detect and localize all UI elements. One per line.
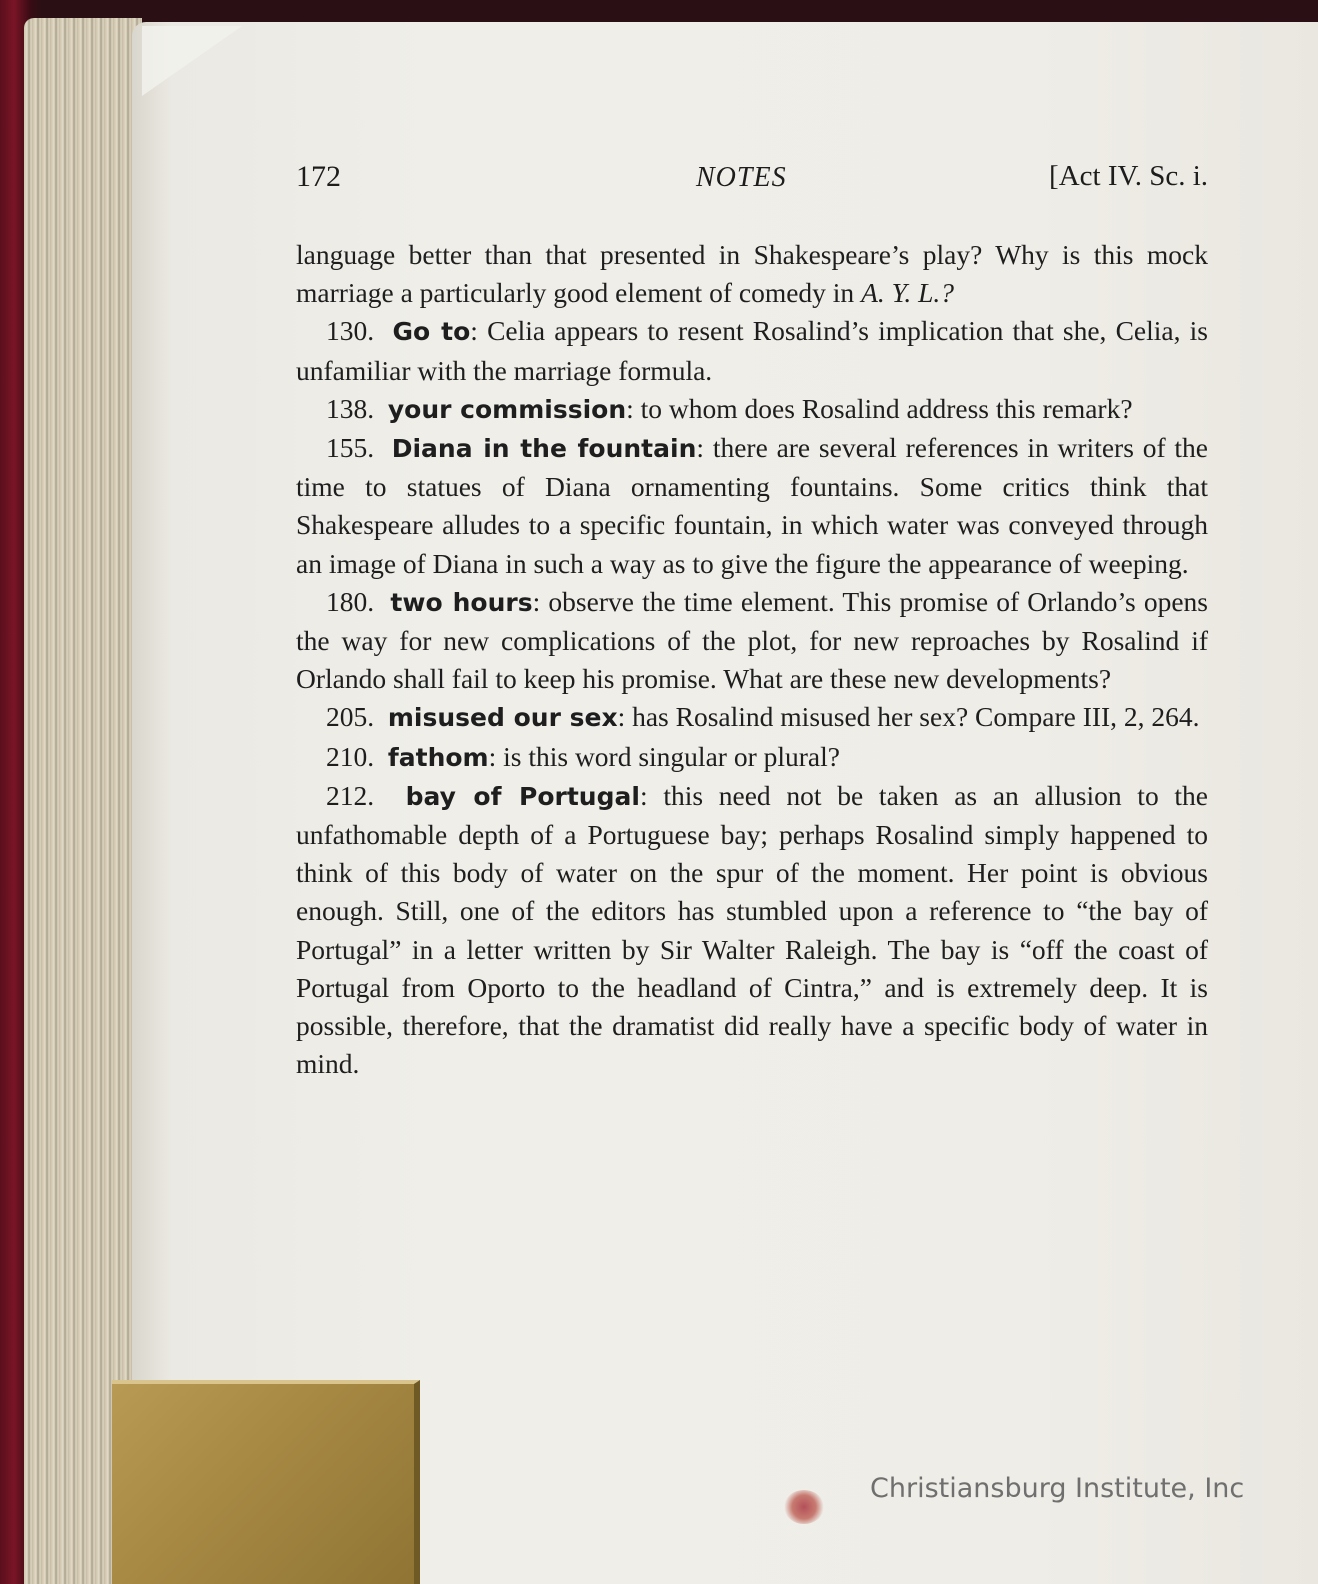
title-abbreviation: A. Y. L.? [861, 277, 955, 309]
lemma: bay of Portugal [405, 781, 640, 811]
running-title: NOTES [696, 162, 787, 193]
line-number: 210. [326, 740, 375, 772]
note-paragraph: 130. Go to: Celia appears to resent Rosalind’s implication that she, Celia, is unfamiliar with the marriage formula. [296, 315, 1209, 386]
watermark: Christiansburg Institute, Inc [870, 1473, 1245, 1504]
lemma: Diana in the fountain [391, 434, 697, 464]
note-text: to whom does Rosalind address this remark? [640, 392, 1133, 424]
folded-corner [142, 26, 242, 96]
note-text: Celia appears to resent Rosalind’s implication that she, Celia, is unfamiliar with the marriage formula. [296, 315, 1209, 386]
page-number: 172 [296, 160, 341, 193]
note-paragraph: 155. Diana in the fountain: there are several references in writers of the time to statues of Diana ornamenting fountains. Some critics think that Shakespeare alludes to a specific fountain, in which water was conveyed through an image of Diana in such a way as to give the figure the appearance of weeping. [296, 432, 1208, 579]
note-paragraph: 205. misused our sex: has Rosalind misused her sex? Compare III, 2, 264. [326, 701, 1200, 733]
continuation-paragraph [296, 236, 1208, 312]
note-text: is this word singular or plural? [503, 740, 840, 772]
line-number: 205. [326, 701, 375, 733]
ink-stain [784, 1490, 824, 1524]
section-reference: [Act IV. Sc. i. [1049, 160, 1208, 192]
note-paragraph: 138. your commission: to whom does Rosalind address this remark? [326, 392, 1133, 424]
note-text: observe the time element. This promise of Orlando’s opens the way for new complications of the plot, for new reproaches by Rosalind if Orlando shall fail to keep his promise. What are these new developments? [296, 585, 1209, 695]
line-number: 138. [326, 392, 375, 424]
note-paragraph: 210. fathom: is this word singular or plural? [326, 740, 840, 772]
bookmark-clip [112, 1380, 420, 1584]
paragraph-text: language better than that presented in Shakespeare’s play? Why is this mock marriage a particularly good element of comedy in [296, 239, 1208, 309]
note-text: this need not be taken as an allusion to the unfathomable depth of a Portuguese bay; perhaps Rosalind simply happened to think of this body of water on the spur of the moment. Her point is obvious enough. Still, one of the editors has stumbled upon a reference to “the bay of Portugal” in a letter written by Sir Walter Raleigh. The bay is “off the coast of Portugal from Oporto to the headland of Cintra,” and is extremely deep. It is possible, therefore, that the dramatist did really have a specific body of water in mind. [296, 779, 1209, 1080]
page-edges [24, 18, 142, 1584]
lemma: your commission [387, 394, 627, 424]
lemma: fathom [387, 742, 489, 772]
line-number: 130. [326, 315, 375, 347]
page-header [296, 160, 1208, 200]
line-number: 180. [326, 585, 375, 617]
note-paragraph: 180. two hours: observe the time element. This promise of Orlando’s opens the way for new complications of the plot, for new reproaches by Rosalind if Orlando shall fail to keep his promise. What are these new developments? [296, 585, 1209, 695]
lemma: Go to [392, 317, 471, 347]
line-number: 155. [326, 432, 375, 464]
note-text: has Rosalind misused her sex? Compare III, 2, 264. [632, 701, 1200, 733]
notes-text [296, 236, 1208, 1083]
note-paragraph: 212. bay of Portugal: this need not be taken as an allusion to the unfathomable depth of a Portuguese bay; perhaps Rosalind simply happened to think of this body of water on the spur of the moment. Her point is obvious enough. Still, one of the editors has stumbled upon a reference to “the bay of Portugal” in a letter written by Sir Walter Raleigh. The bay is “off the coast of Portugal from Oporto to the headland of Cintra,” and is extremely deep. It is possible, therefore, that the dramatist did really have a specific body of water in mind. [296, 779, 1209, 1080]
line-number: 212. [326, 779, 375, 811]
lemma: misused our sex [387, 703, 618, 733]
note-text: there are several references in writers of the time to statues of Diana ornamenting fountains. Some critics think that Shakespeare alludes to a specific fountain, in which water was conveyed through an image of Diana in such a way as to give the figure the appearance of weeping. [296, 432, 1208, 579]
lemma: two hours [390, 587, 533, 617]
